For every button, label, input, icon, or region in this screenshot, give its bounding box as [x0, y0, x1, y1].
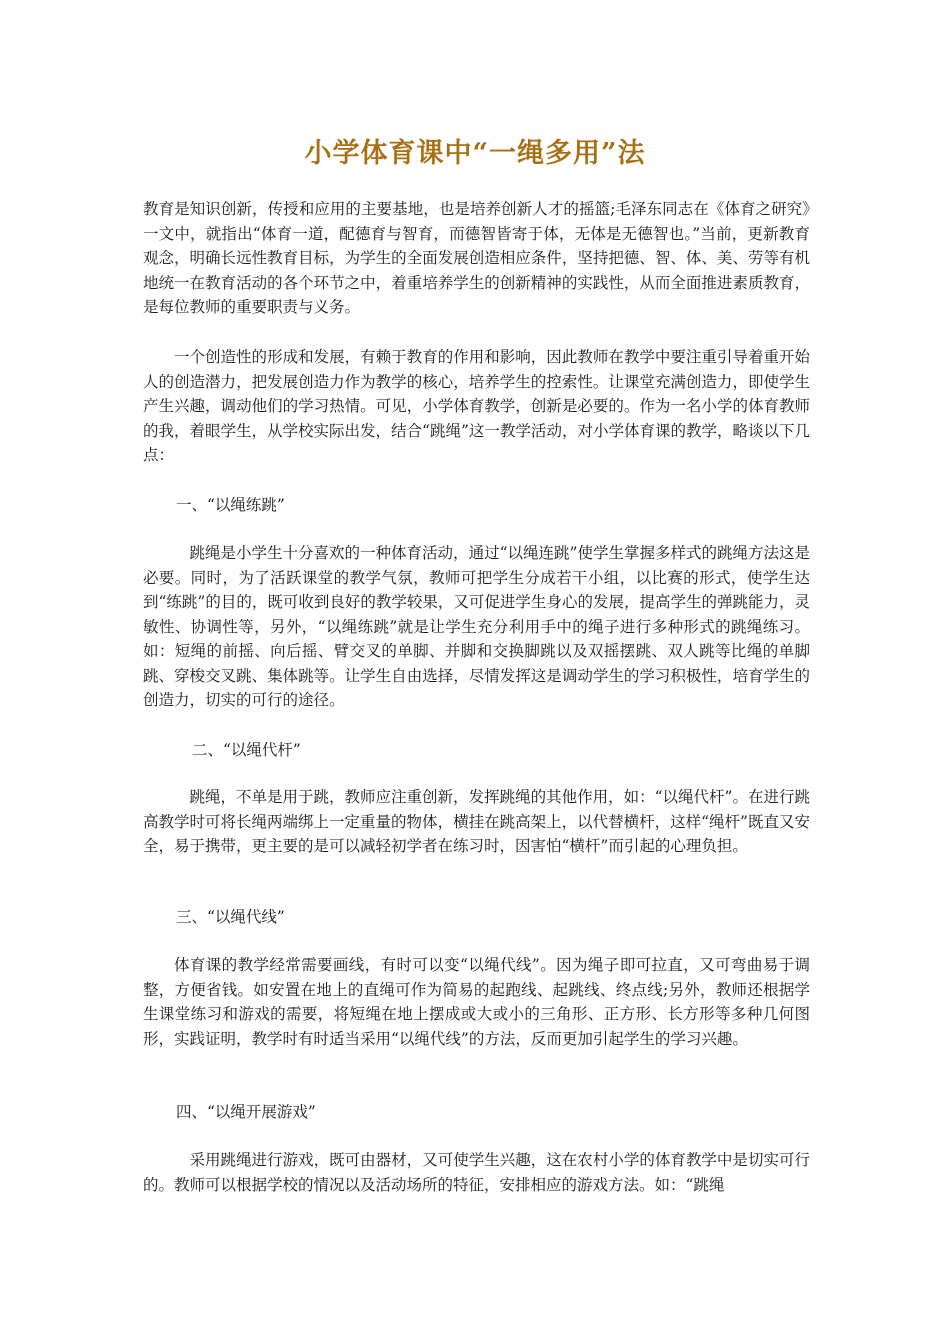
paragraph-intro: 教育是知识创新，传授和应用的主要基地，也是培养创新人才的摇篮;毛泽东同志在《体育之研究》一文中，就指出“体育一道，配德育与智育，而德智皆寄于体，无体是无德智也。”当前，更新教育观念，明确长远性教育目标，为学生的全面发展创造相应条件，坚持把德、智、体、美、劳等有机地统一在教育活动的各个环节之中，着重培养学生的创新精神的实践性，从而全面推进素质教育，是每位教师的重要职责与义务。: [143, 200, 810, 316]
section-heading-4: 四、“以绳开展游戏”: [176, 1103, 316, 1121]
paragraph-creativity: 一个创造性的形成和发展，有赖于教育的作用和影响，因此教师在教学中要注重引导着重开始人的创造潜力，把发展创造力作为教学的核心，培养学生的控索性。让课堂充满创造力，即使学生产生兴趣，调动他们的学习热情。可见，小学体育教学，创新是必要的。作为一名小学的体育教师的我，着眼学生，从学校实际出发，结合“跳绳”这一教学活动，对小学体育课的教学，略谈以下几点：: [143, 348, 810, 464]
section-heading-2: 二、“以绳代杆”: [192, 741, 301, 759]
section-heading-3: 三、“以绳代线”: [176, 908, 285, 926]
section-heading-1: 一、“以绳练跳”: [176, 496, 285, 514]
paragraph-section-2: 跳绳，不单是用于跳，教师应注重创新，发挥跳绳的其他作用，如：“以绳代杆”。在进行跳高教学时可将长绳两端绑上一定重量的物体，横挂在跳高架上，以代替横杆，这样“绳杆”既直又安全，易于携带，更主要的是可以减轻初学者在练习时，因害怕“横杆”而引起的心理负担。: [143, 788, 810, 855]
paragraph-section-4: 采用跳绳进行游戏，既可由器材，又可使学生兴趣，这在农村小学的体育教学中是切实可行的。教师可以根据学校的情况以及活动场所的特征，安排相应的游戏方法。如：“跳绳: [143, 1151, 810, 1194]
paragraph-section-3: 体育课的教学经常需要画线，有时可以变“以绳代线”。因为绳子即可拉直，又可弯曲易于调整，方便省钱。如安置在地上的直绳可作为简易的起跑线、起跳线、终点线;另外，教师还根据学生课堂练习和游戏的需要，将短绳在地上摆成或大或小的三角形、正方形、长方形等多种几何图形，实践证明，教学时有时适当采用“以绳代线”的方法，反而更加引起学生的学习兴趣。: [143, 956, 810, 1048]
paragraph-section-1: 跳绳是小学生十分喜欢的一种体育活动，通过“以绳连跳”使学生掌握多样式的跳绳方法这是必要。同时，为了活跃课堂的教学气氛，教师可把学生分成若干小组，以比赛的形式，使学生达到“练跳”的目的，既可收到良好的教学较果，又可促进学生身心的发展，提高学生的弹跳能力，灵敏性、协调性等，另外，“以绳练跳”就是让学生充分利用手中的绳子进行多种形式的跳绳练习。如：短绳的前摇、向后摇、臂交叉的单脚、并脚和交换脚跳以及双摇摆跳、双人跳等比绳的单脚跳、穿梭交叉跳、集体跳等。让学生自由选择，尽情发挥这是调动学生的学习积极性，培育学生的创造力，切实的可行的途径。: [143, 544, 810, 709]
document-title: 小学体育课中“一绳多用”法: [304, 138, 646, 169]
